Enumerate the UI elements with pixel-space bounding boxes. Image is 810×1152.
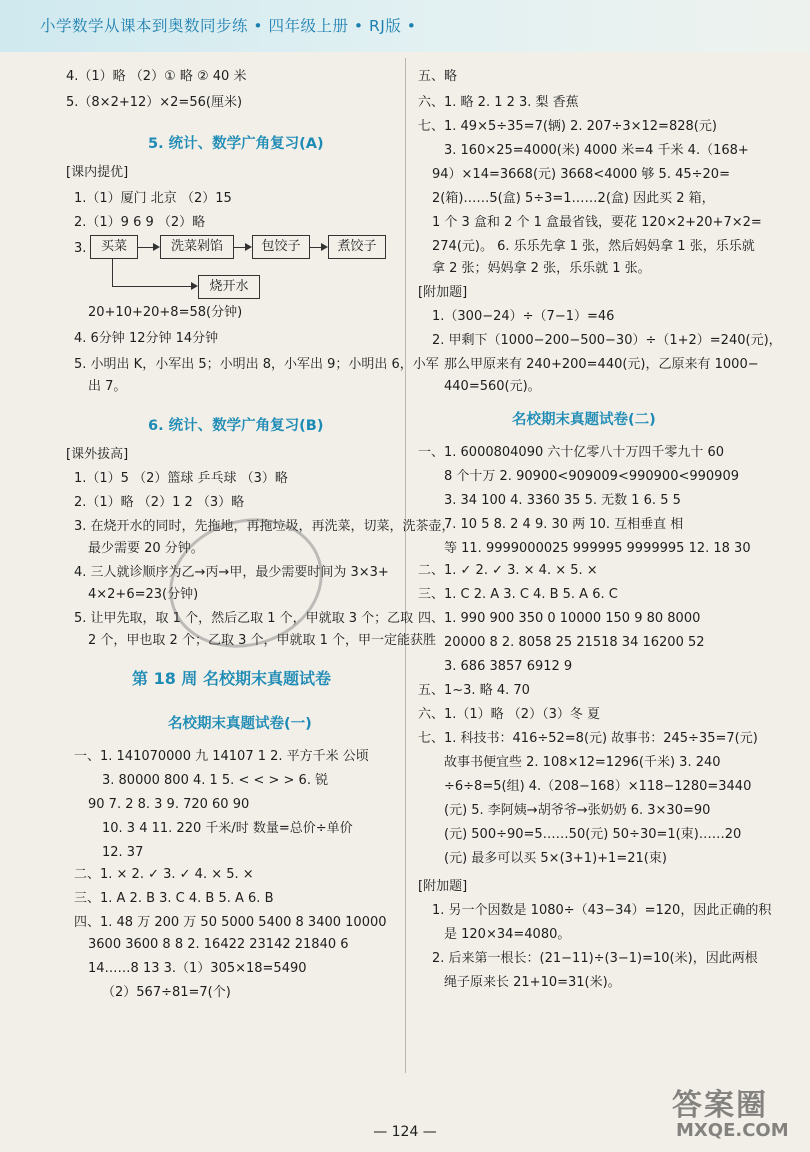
answer-line: 2.（1）9 6 9 （2）略	[74, 215, 206, 230]
answer-line: 3. 34 100 4. 3360 35 5. 无数 1 6. 5 5	[444, 493, 681, 508]
subsection-tag: [课内提优]	[66, 165, 129, 180]
answer-line: 二、1. × 2. ✓ 3. ✓ 4. × 5. ×	[74, 867, 254, 882]
answer-line: 1.（1）厦门 北京 （2）15	[74, 191, 232, 206]
answer-line: 3. 在烧开水的同时，先拖地，再拖垃圾，再洗菜，切菜，洗茶壶，	[74, 519, 455, 534]
answer-line: 3. 686 3857 6912 9	[444, 659, 573, 674]
flow-box: 烧开水	[198, 275, 260, 299]
answer-line: 2(箱)……5(盒) 5÷3=1……2(盒) 因此买 2 箱，	[432, 191, 715, 206]
answer-line: 4. 三人就诊顺序为乙→丙→甲，最少需要时间为 3×3+	[74, 565, 389, 580]
answer-line: 1.（300−24）÷（7−1）=46	[432, 309, 615, 324]
answer-line: 三、1. A 2. B 3. C 4. B 5. A 6. B	[74, 891, 274, 906]
answer-line: 5.（8×2+12）×2=56(厘米)	[66, 95, 243, 110]
flow-connector	[112, 259, 113, 286]
answer-line: 四、1. 990 900 350 0 10000 150 9 80 8000	[418, 611, 701, 626]
answer-line: 拿 2 张；妈妈拿 2 张，乐乐就 1 张。	[432, 261, 651, 276]
answer-line: (元) 5. 李阿姨→胡爷爷→张奶奶 6. 3×30=90	[444, 803, 711, 818]
subsection-tag: [附加题]	[418, 285, 468, 300]
page-number: — 124 —	[373, 1124, 437, 1140]
answer-number: 3.	[74, 241, 87, 256]
answer-line: 5. 让甲先取，取 1 个，然后乙取 1 个，甲就取 3 个；乙取	[74, 611, 414, 626]
answer-line: 出 7。	[88, 379, 127, 394]
answer-line: 六、1.（1）略 （2）（3）冬 夏	[418, 707, 600, 722]
answer-line: 1.（1）5 （2）篮球 乒乓球 （3）略	[74, 471, 288, 486]
answer-line: 2. 甲剩下（1000−200−500−30）÷（1+2）=240(元)，	[432, 333, 782, 348]
flow-box: 包饺子	[252, 235, 310, 259]
answer-line: 10. 3 4 11. 220 千米/时 数量=总价÷单价	[102, 821, 353, 836]
answer-line: 等 11. 9999000025 999995 9999995 12. 18 30	[444, 541, 751, 556]
watermark-url: MXQE.COM	[676, 1120, 789, 1141]
flow-box: 洗菜剁馅	[160, 235, 234, 259]
answer-line: 一、1. 141070000 九 14107 1 2. 平方千米 公顷	[74, 749, 369, 764]
answer-line: 440=560(元)。	[444, 379, 541, 394]
answer-line: 绳子原来长 21+10=31(米)。	[444, 975, 621, 990]
answer-line: 七、1. 科技书：416÷52=8(元) 故事书：245÷35=7(元)	[418, 731, 758, 746]
answer-line: 7. 10 5 8. 2 4 9. 30 两 10. 互相垂直 相	[444, 517, 684, 532]
answer-line: 12. 37	[102, 845, 144, 860]
answer-line: 2 个，甲也取 2 个；乙取 3 个，甲就取 1 个，甲一定能获胜	[88, 633, 437, 648]
answer-line: 五、略	[418, 69, 458, 84]
answer-line: 一、1. 6000804090 六十亿零八十万四千零九十 60	[418, 445, 725, 460]
answer-line: 8 个十万 2. 90900<909009<990900<990909	[444, 469, 739, 484]
flow-arrow	[138, 247, 158, 248]
subsection-tag: [课外拔高]	[66, 447, 129, 462]
answer-line: 4.（1）略 （2）① 略 ② 40 米	[66, 69, 247, 84]
flow-arrow	[310, 247, 326, 248]
answer-line: 1 个 3 盒和 2 个 1 盒最省钱，要花 120×2+20+7×2=	[432, 215, 762, 230]
section-heading: 5. 统计、数学广角复习(A)	[148, 136, 324, 152]
answer-line: 故事书便宜些 2. 108×12=1296(千米) 3. 240	[444, 755, 721, 770]
answer-line: 三、1. C 2. A 3. C 4. B 5. A 6. C	[418, 587, 618, 602]
answer-line: （2）567÷81=7(个)	[102, 985, 231, 1000]
header-title: 小学数学从课本到奥数同步练 • 四年级上册 • RJ版 •	[40, 17, 417, 35]
answer-line: (元) 最多可以买 5×(3+1)+1=21(束)	[444, 851, 667, 866]
column-divider	[405, 58, 406, 1073]
answer-line: 二、1. ✓ 2. ✓ 3. × 4. × 5. ×	[418, 563, 598, 578]
answer-line: 94）×14=3668(元) 3668<4000 够 5. 45÷20=	[432, 167, 730, 182]
watermark-logo	[672, 1080, 800, 1146]
flow-box: 煮饺子	[328, 235, 386, 259]
answer-line: 4×2+6=23(分钟)	[88, 587, 199, 602]
answer-line: 90 7. 2 8. 3 9. 720 60 90	[88, 797, 250, 812]
watermark-logo-text: 答案圈	[672, 1088, 768, 1123]
page-header	[0, 0, 810, 52]
answer-line: 4. 6分钟 12分钟 14分钟	[74, 331, 219, 346]
section-heading: 名校期末真题试卷(二)	[512, 412, 656, 428]
answer-line: 3. 80000 800 4. 1 5. < < > > 6. 锐	[102, 773, 329, 788]
answer-line: 四、1. 48 万 200 万 50 5000 5400 8 3400 10000	[74, 915, 387, 930]
answer-line: 1. 另一个因数是 1080÷（43−34）=120，因此正确的积	[432, 903, 772, 918]
subsection-tag: [附加题]	[418, 879, 468, 894]
answer-line: 2.（1）略 （2）1 2 （3）略	[74, 495, 245, 510]
answer-line: 2. 后来第一根长：(21−11)÷(3−1)=10(米)，因此两根	[432, 951, 758, 966]
flow-arrow	[234, 247, 250, 248]
flow-box: 买菜	[90, 235, 138, 259]
section-heading: 名校期末真题试卷(一)	[168, 716, 312, 732]
answer-line: 3. 160×25=4000(米) 4000 米=4 千米 4.（168+	[444, 143, 749, 158]
answer-line: ÷6÷8=5(组) 4.（208−168）×118−1280=3440	[444, 779, 752, 794]
answer-line: 5. 小明出 K，小军出 5；小明出 8，小军出 9；小明出 6，小军	[74, 357, 439, 372]
answer-line: (元) 500÷90=5……50(元) 50÷30=1(束)……20	[444, 827, 742, 842]
answer-line: 五、1~3. 略 4. 70	[418, 683, 530, 698]
answer-line: 六、1. 略 2. 1 2 3. 梨 香蕉	[418, 95, 579, 110]
flow-arrow	[112, 286, 196, 287]
answer-line: 是 120×34=4080。	[444, 927, 571, 942]
answer-line: 274(元)。 6. 乐乐先拿 1 张，然后妈妈拿 1 张，乐乐就	[432, 239, 755, 254]
answer-line: 14……8 13 3.（1）305×18=5490	[88, 961, 307, 976]
answer-line: 20000 8 2. 8058 25 21518 34 16200 52	[444, 635, 705, 650]
week-heading: 第 18 周 名校期末真题试卷	[132, 669, 331, 688]
answer-line: 20+10+20+8=58(分钟)	[88, 305, 243, 320]
section-heading: 6. 统计、数学广角复习(B)	[148, 418, 324, 434]
answer-line: 最少需要 20 分钟。	[88, 541, 204, 556]
answer-line: 3600 3600 8 8 2. 16422 23142 21840 6	[88, 937, 349, 952]
answer-line: 那么甲原来有 240+200=440(元)，乙原来有 1000−	[444, 357, 759, 372]
answer-line: 七、1. 49×5÷35=7(辆) 2. 207÷3×12=828(元)	[418, 119, 717, 134]
